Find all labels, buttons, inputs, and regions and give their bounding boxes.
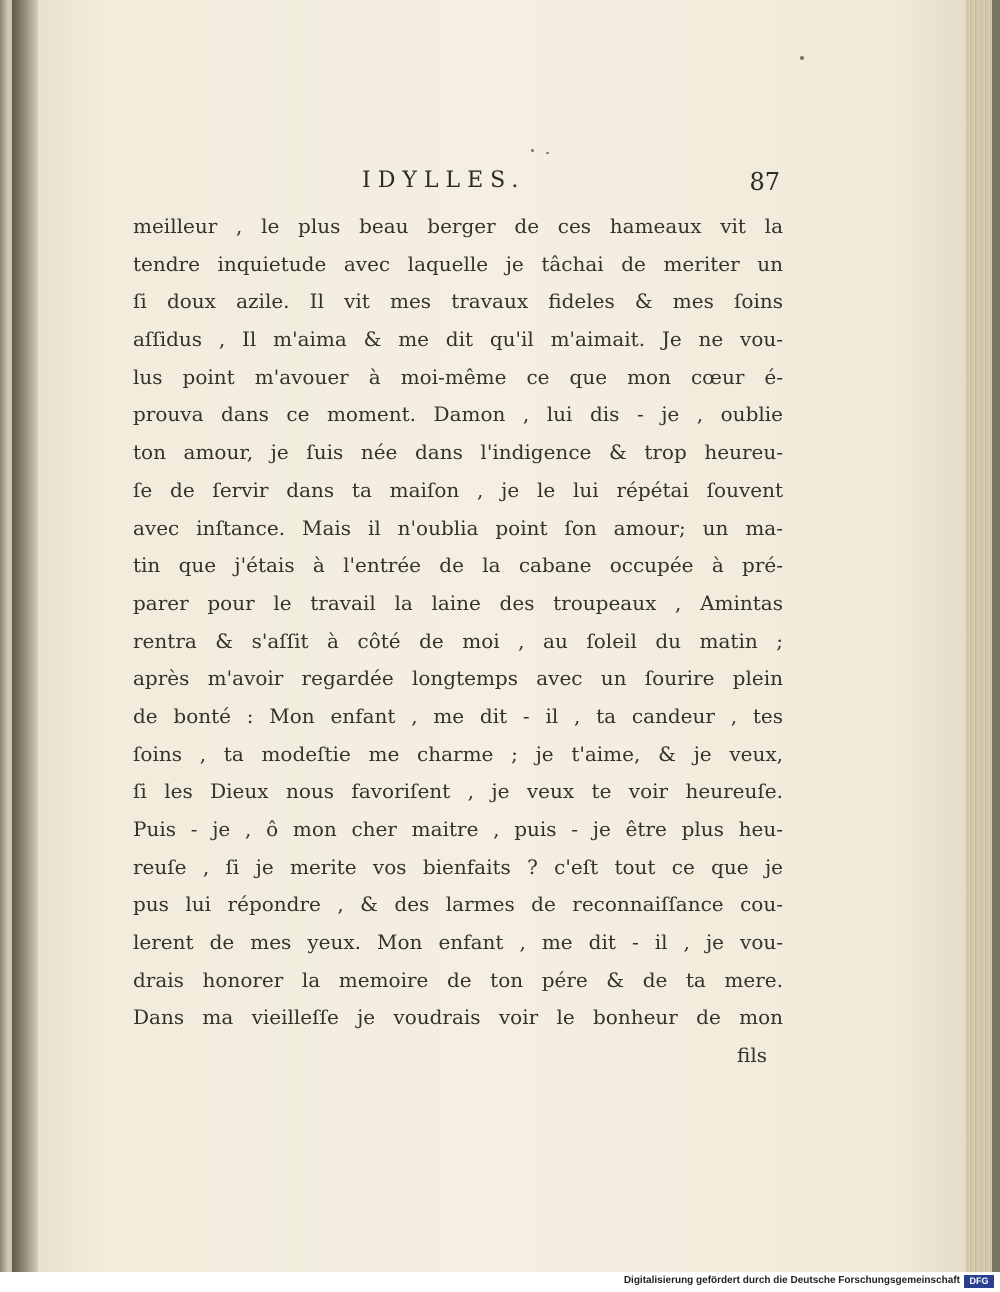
- running-title: IDYLLES.: [362, 168, 526, 193]
- text-line: ſoins , ta modeſtie me charme ; je t'aime, & je veux,: [133, 741, 783, 766]
- paper-speck: [800, 56, 804, 60]
- text-line: Puis - je , ô mon cher maitre , puis - je être plus heu-: [133, 817, 783, 841]
- text-line: lus point m'avouer à moi-même ce que mon cœur é-: [133, 364, 783, 389]
- body-text: [133, 208, 783, 1075]
- text-line: avec inſtance. Mais il n'oublia point ſon amour; un ma-: [133, 515, 783, 540]
- text-line: aſſidus , Il m'aima & me dit qu'il m'aimait. Je ne vou-: [133, 327, 783, 352]
- running-header: [130, 168, 780, 208]
- paper-speck: [546, 152, 549, 154]
- page-edges-shadow: [992, 0, 1000, 1272]
- text-line: tendre inquietude avec laquelle je tâchai de meriter un: [133, 251, 783, 276]
- text-line: rentra & s'aſſit à côté de moi , au ſoleil du matin ;: [133, 628, 783, 653]
- text-line: après m'avoir regardée longtemps avec un ſourire plein: [133, 666, 783, 691]
- page-number: 87: [749, 168, 780, 196]
- text-line: ſi les Dieux nous favoriſent , je veux te voir heureuſe.: [133, 779, 783, 804]
- catchword: fils: [737, 1043, 767, 1068]
- text-line: ſi doux azile. Il vit mes travaux fideles & mes ſoins: [133, 289, 783, 314]
- text-line: ton amour, je ſuis née dans l'indigence & trop heureu-: [133, 440, 783, 465]
- digitization-footer: [0, 1272, 1000, 1292]
- dfg-logo: DFG: [964, 1275, 994, 1288]
- text-line: drais honorer la memoire de ton pére & de ta mere.: [133, 967, 783, 992]
- text-line: prouva dans ce moment. Damon , lui dis - je , oublie: [133, 402, 783, 427]
- paper-speck: [531, 149, 534, 152]
- text-line: lerent de mes yeux. Mon enfant , me dit - il , je vou-: [133, 930, 783, 955]
- text-line: tin que j'étais à l'entrée de la cabane occupée à pré-: [133, 553, 783, 578]
- text-line: de bonté : Mon enfant , me dit - il , ta candeur , tes: [133, 703, 783, 728]
- text-line: ſe de ſervir dans ta maiſon , je le lui répétai ſouvent: [133, 477, 783, 502]
- text-line: parer pour le travail la laine des troupeaux , Amintas: [133, 590, 783, 615]
- funding-credit: Digitalisierung gefördert durch die Deutsche Forschungsgemeinschaft: [623, 1275, 960, 1286]
- text-line: reuſe , ſi je merite vos bienfaits ? c'eſt tout ce que je: [133, 854, 783, 879]
- text-line: Dans ma vieilleſſe je voudrais voir le bonheur de mon: [133, 1005, 783, 1030]
- book-gutter: [12, 0, 38, 1272]
- text-line: pus lui répondre , & des larmes de reconnaiſſance cou-: [133, 892, 783, 917]
- text-line: meilleur , le plus beau berger de ces hameaux vit la: [133, 214, 783, 238]
